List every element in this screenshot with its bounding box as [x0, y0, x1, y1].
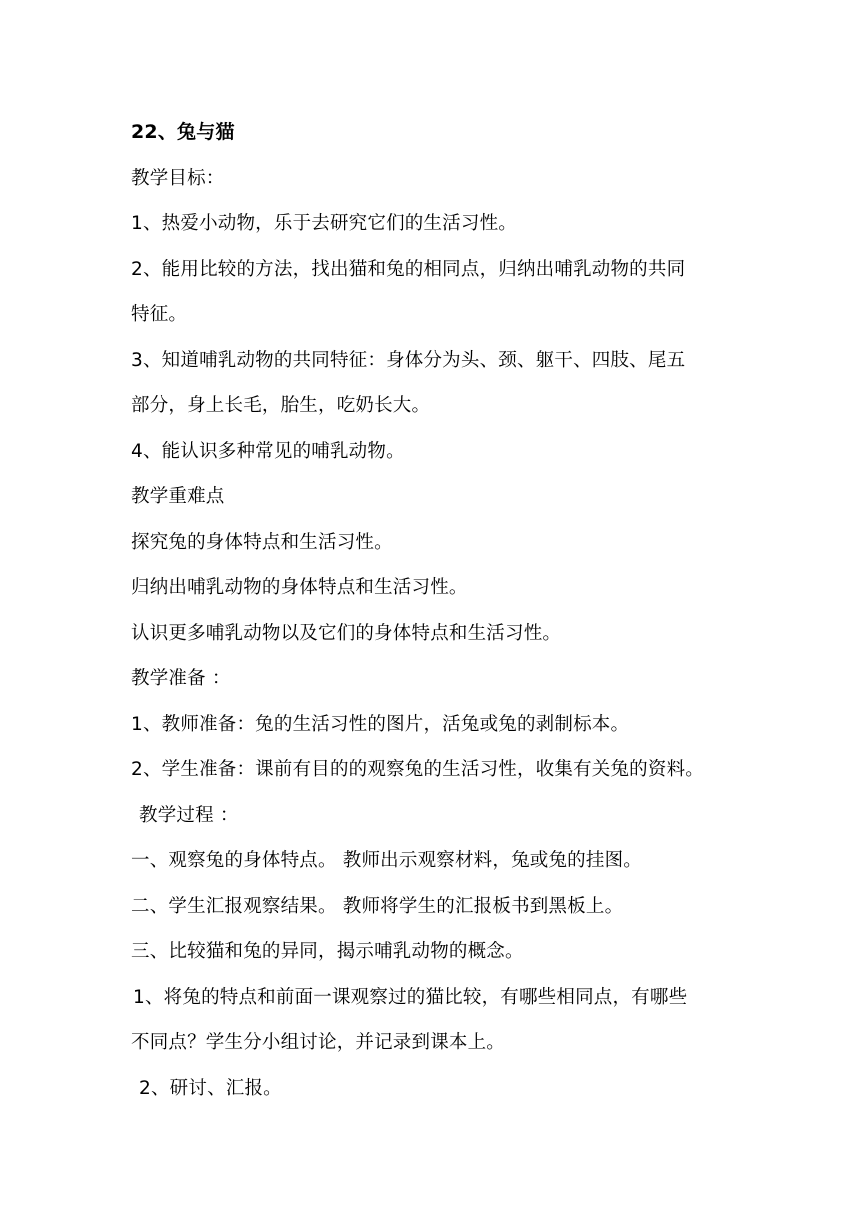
- process-step-2: 二、学生汇报观察结果。 教师将学生的汇报板书到黑板上。: [131, 895, 624, 917]
- process-step-1: 一、观察兔的身体特点。 教师出示观察材料，兔或兔的挂图。: [131, 850, 642, 871]
- heading-preparation: 教学准备 ：: [131, 668, 231, 689]
- key-point-3: 认识更多哺乳动物以及它们的身体特点和生活习性。: [131, 622, 562, 644]
- goal-3: 3、知道哺乳动物的共同特征：身体分为头、颈、躯干、四肢、尾五: [131, 349, 686, 371]
- goal-2-continued: 特征。: [131, 304, 188, 325]
- heading-teaching-goals: 教学目标：: [131, 167, 225, 189]
- document-body: [131, 110, 741, 1111]
- goal-1: 1、热爱小动物，乐于去研究它们的生活习性。: [131, 213, 517, 234]
- goal-3-continued: 部分，身上长毛，胎生，吃奶长大。: [131, 395, 431, 416]
- process-substep-1-continued: 不同点？学生分小组讨论，并记录到课本上。: [131, 1032, 506, 1053]
- key-point-2: 归纳出哺乳动物的身体特点和生活习性。: [131, 577, 468, 598]
- key-point-1: 探究兔的身体特点和生活习性。: [131, 531, 393, 553]
- preparation-student: 2、学生准备：课前有目的的观察兔的生活习性，收集有关兔的资料。: [131, 759, 704, 780]
- heading-process: 教学过程 ：: [139, 804, 239, 826]
- process-substep-2: 2、研讨、汇报。: [139, 1077, 282, 1099]
- goal-4: 4、能认识多种常见的哺乳动物。: [131, 440, 405, 462]
- heading-key-points: 教学重难点: [131, 486, 225, 507]
- process-substep-1: 1、将兔的特点和前面一课观察过的猫比较，有哪些相同点，有哪些: [133, 986, 688, 1008]
- lesson-title: 22、兔与猫: [131, 121, 235, 143]
- preparation-teacher: 1、教师准备：兔的生活习性的图片，活兔或兔的剥制标本。: [131, 713, 630, 735]
- goal-2: 2、能用比较的方法，找出猫和兔的相同点，归纳出哺乳动物的共同: [131, 258, 686, 280]
- process-step-3: 三、比较猫和兔的异同，揭示哺乳动物的概念。: [131, 941, 524, 962]
